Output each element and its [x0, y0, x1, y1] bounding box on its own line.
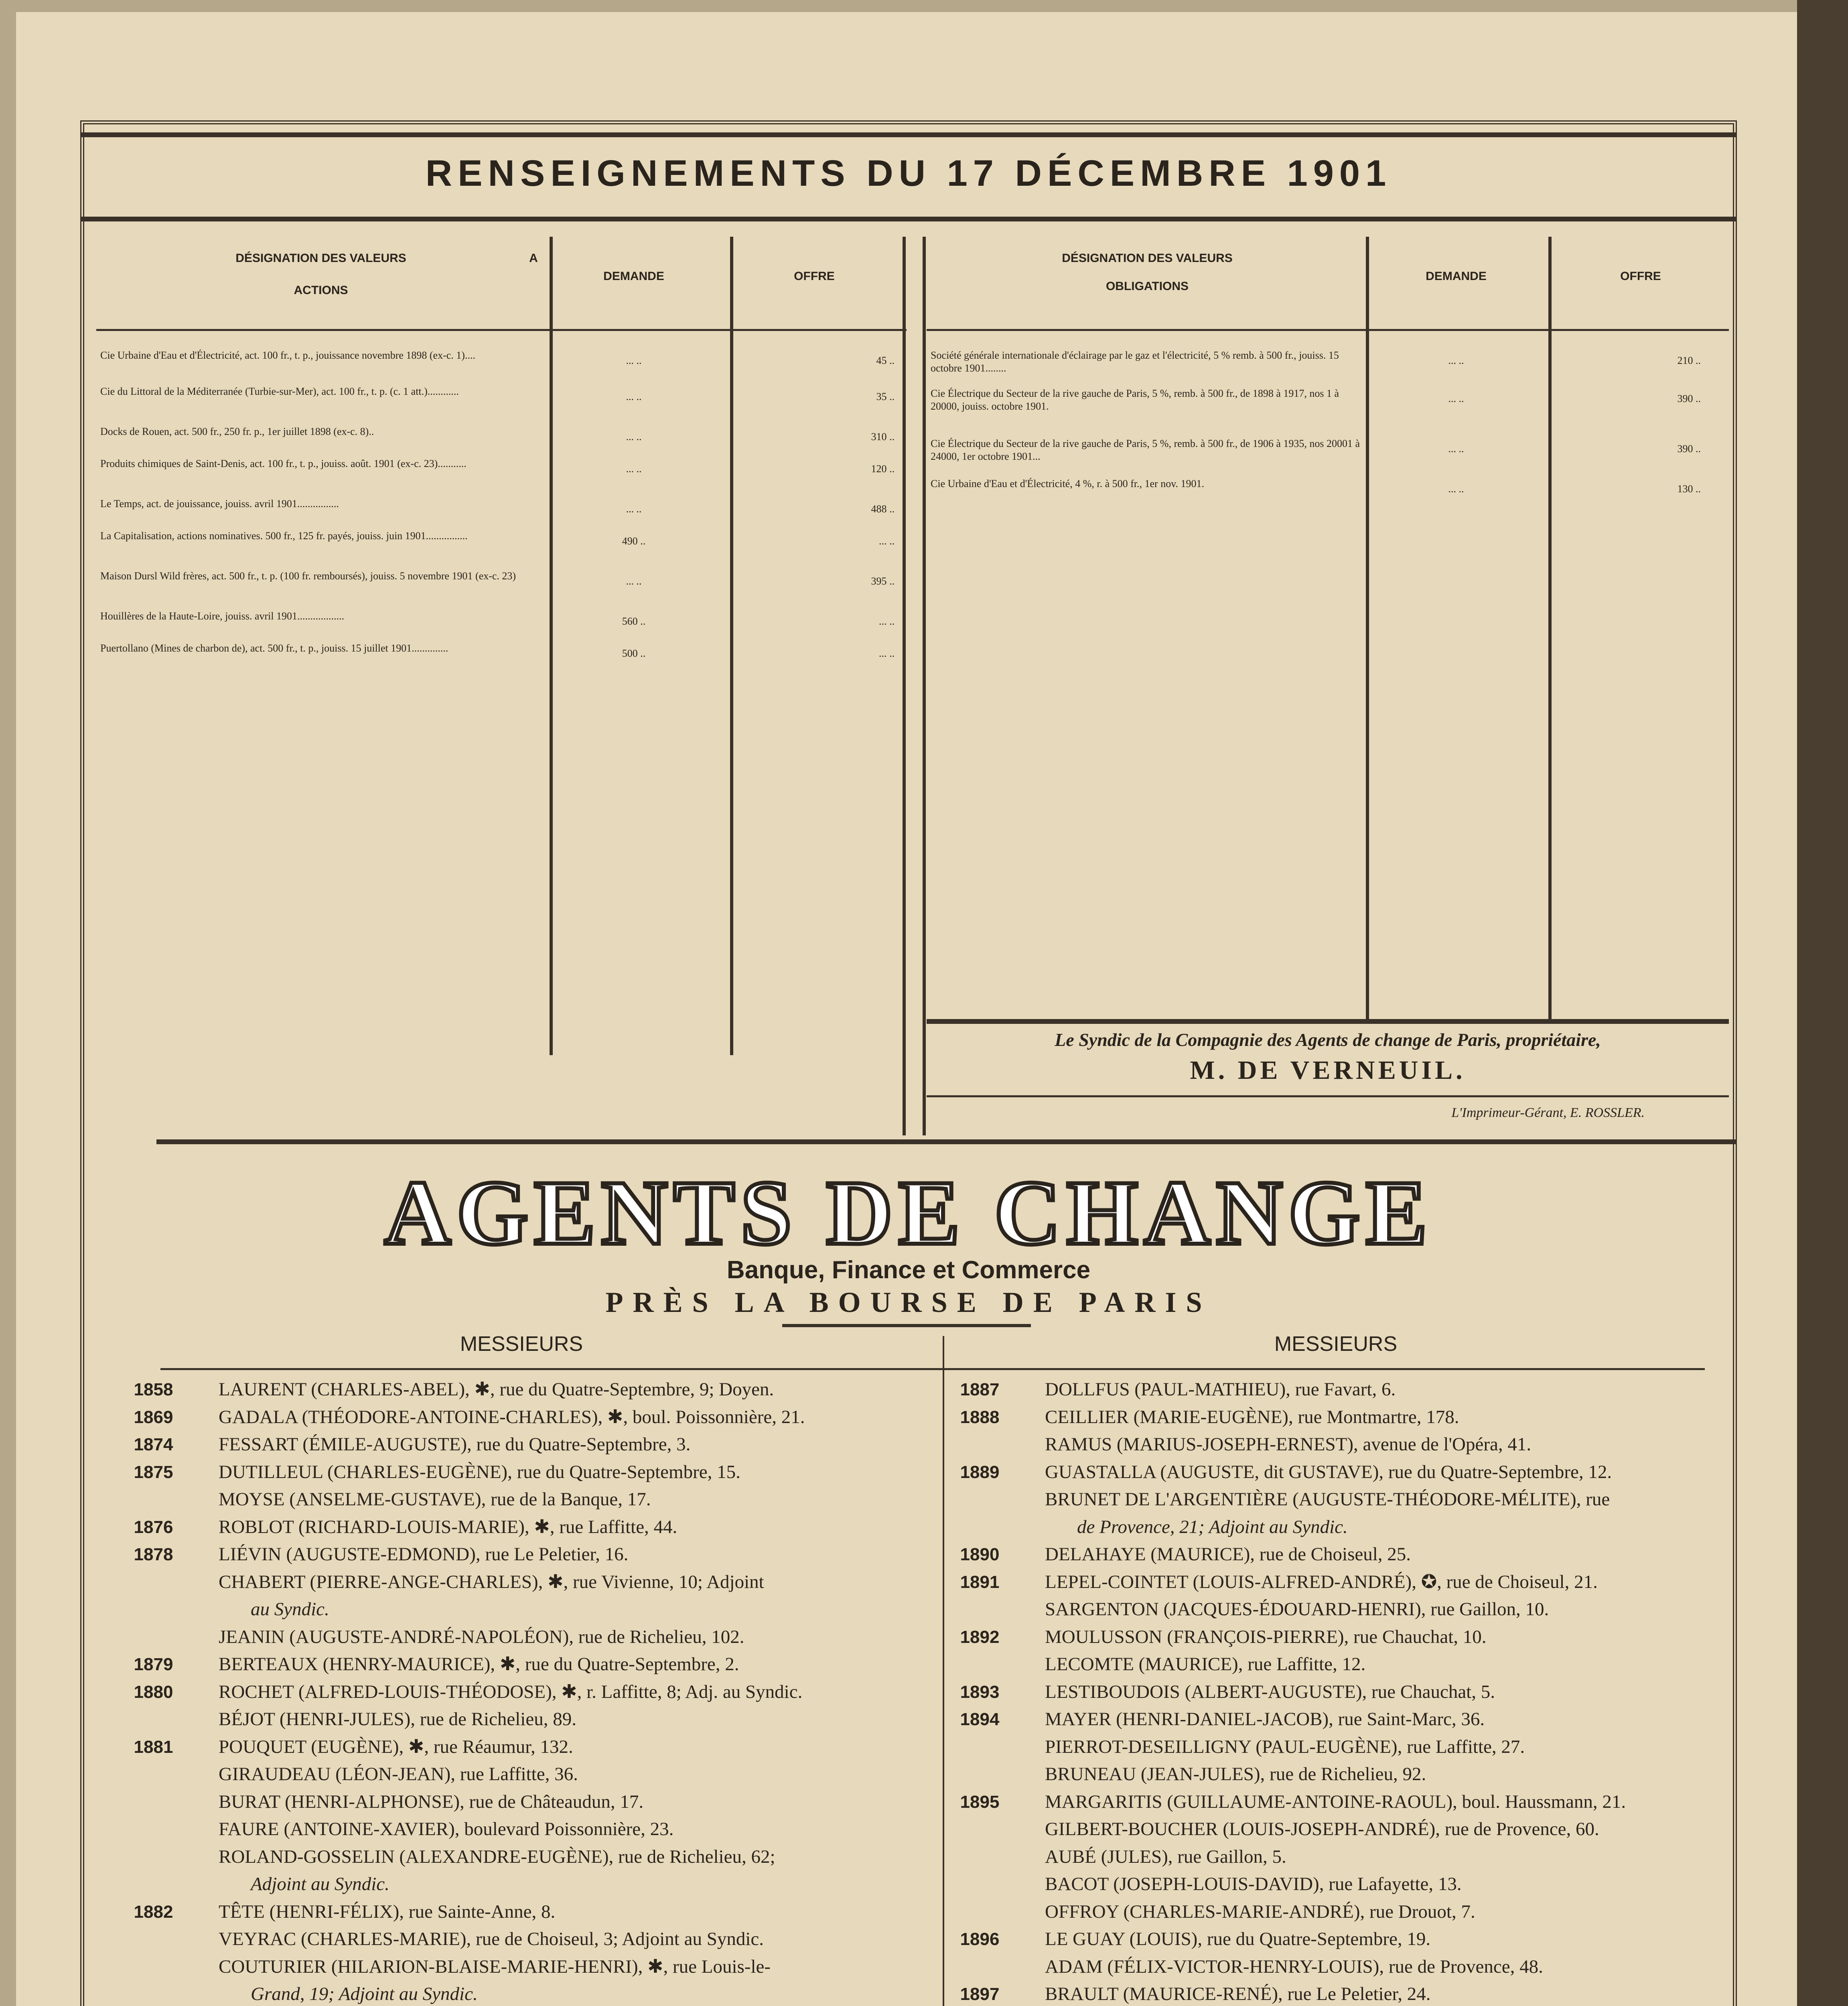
actions-row-demande: 490 ..	[622, 535, 646, 547]
oblig-col-rule-1	[1366, 237, 1369, 1019]
agent-year: 1897	[960, 1984, 1000, 2004]
ornament-rule	[782, 1324, 1031, 1327]
agent-entry: BRUNEAU (JEAN-JULES), rue de Richelieu, 92.	[1045, 1764, 1426, 1785]
agent-year: 1875	[134, 1462, 173, 1482]
actions-head-desc: DÉSIGNATION DES VALEURS	[235, 252, 406, 265]
actions-row-demande: ... ..	[626, 431, 642, 443]
actions-row-desc: La Capitalisation, actions nominatives. 500 fr., 125 fr. payés, jouiss. juin 1901................	[100, 530, 468, 542]
obligations-head-sub: OBLIGATIONS	[1106, 280, 1189, 293]
actions-row-offre: 488 ..	[871, 503, 895, 515]
agent-year: 1881	[134, 1737, 173, 1757]
obligations-row-demande: ... ..	[1448, 393, 1464, 404]
actions-row-desc: Cie du Littoral de la Méditerranée (Turbie-sur-Mer), act. 100 fr., t. p. (c. 1 att.)............	[100, 386, 459, 397]
agent-entry: LESTIBOUDOIS (ALBERT-AUGUSTE), rue Chauchat, 5.	[1045, 1681, 1495, 1702]
agent-year: 1894	[960, 1710, 1000, 1729]
agent-entry: LEPEL-COINTET (LOUIS-ALFRED-ANDRÉ), ✪, rue de Choiseul, 21.	[1045, 1571, 1598, 1592]
actions-row-offre: 310 ..	[871, 431, 895, 443]
actions-head-letter: A	[529, 252, 538, 265]
agents-subtitle-2: PRÈS LA BOURSE DE PARIS	[605, 1286, 1212, 1318]
syndic-rule	[927, 1019, 1729, 1024]
actions-row-desc: Houillères de la Haute-Loire, jouiss. avril 1901..................	[100, 610, 344, 622]
agent-entry: FAURE (ANTOINE-XAVIER), boulevard Poissonnière, 23.	[219, 1819, 674, 1840]
agent-year: 1874	[134, 1435, 173, 1454]
agents-list-right	[947, 1376, 1733, 2006]
actions-row-desc: Cie Urbaine d'Eau et d'Électricité, act. 100 fr., t. p., jouissance novembre 1898 (ex-c. 1)....	[100, 349, 475, 361]
agent-year: 1890	[960, 1545, 1000, 1564]
agent-entry: BRAULT (MAURICE-RENÉ), rue Le Peletier, 24.	[1045, 1984, 1431, 2004]
actions-col-rule-1	[550, 237, 553, 1055]
agent-year: 1896	[960, 1929, 1000, 1949]
actions-row-demande: ... ..	[626, 575, 642, 587]
actions-row-offre: 35 ..	[876, 391, 895, 402]
agent-entry: BERTEAUX (HENRY-MAURICE), ✱, rue du Quatre-Septembre, 2.	[219, 1654, 739, 1675]
agent-entry: FESSART (ÉMILE-AUGUSTE), rue du Quatre-Septembre, 3.	[219, 1434, 691, 1455]
actions-row-demande: ... ..	[626, 463, 642, 475]
agent-year: 1879	[134, 1655, 173, 1674]
actions-col-rule-2	[730, 237, 733, 1055]
actions-head-demande: DEMANDE	[603, 270, 664, 283]
obligations-head-rule	[927, 329, 1729, 331]
agent-entry: MOULUSSON (FRANÇOIS-PIERRE), rue Chauchat, 10.	[1045, 1626, 1487, 1647]
top-rule	[80, 132, 1737, 137]
agent-entry: DOLLFUS (PAUL-MATHIEU), rue Favart, 6.	[1045, 1379, 1396, 1400]
agent-year: 1858	[134, 1380, 173, 1399]
agent-entry: Adjoint au Syndic.	[251, 1874, 389, 1894]
messieurs-left: MESSIEURS	[460, 1332, 583, 1356]
agent-entry: DUTILLEUL (CHARLES-EUGÈNE), rue du Quatre-Septembre, 15.	[219, 1461, 740, 1482]
agent-entry: CHABERT (PIERRE-ANGE-CHARLES), ✱, rue Vivienne, 10; Adjoint	[219, 1571, 764, 1592]
syndic-line: Le Syndic de la Compagnie des Agents de change de Paris, propriétaire,	[1055, 1029, 1601, 1050]
agent-entry: BRUNET DE L'ARGENTIÈRE (AUGUSTE-THÉODORE-MÉLITE), rue	[1045, 1489, 1610, 1510]
agent-year: 1891	[960, 1572, 1000, 1592]
oblig-col-rule-2	[1548, 237, 1552, 1019]
agent-entry: PIERROT-DESEILLIGNY (PAUL-EUGÈNE), rue Laffitte, 27.	[1045, 1736, 1525, 1757]
actions-row-desc: Docks de Rouen, act. 500 fr., 250 fr. p., 1er juillet 1898 (ex-c. 8)..	[100, 426, 374, 437]
obligations-row-desc: Cie Électrique du Secteur de la rive gauche de Paris, 5 %, remb. à 500 fr., de 1906 à 1935, nos 20001 à 24000, 1er octobre 1901...	[931, 438, 1360, 462]
agent-entry: LE GUAY (LOUIS), rue du Quatre-Septembre, 19.	[1045, 1929, 1431, 1949]
agent-entry: MAYER (HENRI-DANIEL-JACOB), rue Saint-Marc, 36.	[1045, 1709, 1485, 1730]
agent-year: 1876	[134, 1517, 173, 1537]
actions-row-offre: 45 ..	[876, 355, 895, 366]
obligations-row-offre: 130 ..	[1677, 483, 1701, 495]
agent-entry: LAURENT (CHARLES-ABEL), ✱, rue du Quatre-Septembre, 9; Doyen.	[219, 1379, 774, 1400]
obligations-row-offre: 390 ..	[1677, 393, 1701, 404]
actions-row-desc: Maison Dursl Wild frères, act. 500 fr., t. p. (100 fr. remboursés), jouiss. 5 novembre 1901 (ex-c. 23)	[100, 570, 516, 582]
agent-year: 1889	[960, 1462, 1000, 1482]
obligations-row-demande: ... ..	[1448, 483, 1464, 495]
obligations-row-desc: Cie Urbaine d'Eau et d'Électricité, 4 %, r. à 500 fr., 1er nov. 1901.	[931, 478, 1205, 489]
obligations-head-desc: DÉSIGNATION DES VALEURS	[1062, 252, 1233, 265]
list-mid-rule	[943, 1336, 944, 2006]
agent-entry: RAMUS (MARIUS-JOSEPH-ERNEST), avenue de l'Opéra, 41.	[1045, 1434, 1532, 1455]
actions-row-demande: ... ..	[626, 355, 642, 366]
agent-entry: COUTURIER (HILARION-BLAISE-MARIE-HENRI), ✱, rue Louis-le-	[219, 1956, 771, 1977]
agent-entry: de Provence, 21; Adjoint au Syndic.	[1077, 1516, 1348, 1537]
section-rule	[156, 1139, 1737, 1144]
agent-entry: ADAM (FÉLIX-VICTOR-HENRY-LOUIS), rue de Provence, 48.	[1045, 1956, 1543, 1977]
agents-list-left	[120, 1376, 939, 2006]
messieurs-right: MESSIEURS	[1274, 1332, 1398, 1356]
page-title: RENSEIGNEMENTS DU 17 DÉCEMBRE 1901	[425, 153, 1392, 194]
agent-year: 1880	[134, 1682, 173, 1702]
obligations-row-offre: 210 ..	[1677, 355, 1701, 366]
agent-entry: DELAHAYE (MAURICE), rue de Choiseul, 25.	[1045, 1544, 1411, 1565]
agent-entry: au Syndic.	[251, 1599, 329, 1620]
actions-row-desc: Puertollano (Mines de charbon de), act. 500 fr., t. p., jouiss. 15 juillet 1901..............	[100, 642, 448, 654]
agent-entry: AUBÉ (JULES), rue Gaillon, 5.	[1045, 1846, 1286, 1867]
obligations-head-offre: OFFRE	[1620, 270, 1661, 283]
actions-row-demande: ... ..	[626, 391, 642, 402]
agent-entry: OFFROY (CHARLES-MARIE-ANDRÉ), rue Drouot, 7.	[1045, 1901, 1475, 1922]
actions-head-rule	[96, 329, 907, 331]
agents-title: AGENTS DE CHANGE	[384, 1161, 1433, 1264]
actions-row-desc: Le Temps, act. de jouissance, jouiss. avril 1901................	[100, 498, 339, 510]
agent-entry: MARGARITIS (GUILLAUME-ANTOINE-RAOUL), boul. Haussmann, 21.	[1045, 1791, 1626, 1812]
agent-year: 1895	[960, 1792, 1000, 1812]
printer-line: L'Imprimeur-Gérant, E. ROSSLER.	[1451, 1105, 1645, 1120]
title-rule	[80, 217, 1737, 221]
agent-entry: BÉJOT (HENRI-JULES), rue de Richelieu, 89.	[219, 1709, 576, 1730]
agent-year: 1887	[960, 1380, 1000, 1399]
actions-row-demande: 560 ..	[622, 615, 646, 627]
obligations-row-demande: ... ..	[1448, 443, 1464, 455]
actions-row-demande: ... ..	[626, 503, 642, 515]
agent-entry: BURAT (HENRI-ALPHONSE), rue de Châteaudun, 17.	[219, 1791, 644, 1812]
center-rule	[903, 237, 906, 1135]
actions-row-demande: 500 ..	[622, 648, 646, 659]
agent-entry: GUASTALLA (AUGUSTE, dit GUSTAVE), rue du Quatre-Septembre, 12.	[1045, 1461, 1612, 1482]
agent-year: 1869	[134, 1407, 173, 1427]
list-top-rule	[160, 1368, 1705, 1370]
agents-subtitle: Banque, Finance et Commerce	[726, 1256, 1091, 1284]
agent-entry: GIRAUDEAU (LÉON-JEAN), rue Laffitte, 36.	[219, 1764, 578, 1785]
agent-year: 1888	[960, 1407, 1000, 1427]
actions-head-sub: ACTIONS	[294, 284, 348, 297]
agent-year: 1893	[960, 1682, 1000, 1702]
actions-row-offre: ... ..	[879, 535, 895, 547]
actions-row-offre: 120 ..	[871, 463, 895, 475]
agent-entry: VEYRAC (CHARLES-MARIE), rue de Choiseul, 3; Adjoint au Syndic.	[219, 1929, 764, 1949]
agent-entry: POUQUET (EUGÈNE), ✱, rue Réaumur, 132.	[219, 1736, 573, 1757]
agent-entry: ROCHET (ALFRED-LOUIS-THÉODOSE), ✱, r. Laffitte, 8; Adj. au Syndic.	[219, 1681, 803, 1702]
agent-entry: GADALA (THÉODORE-ANTOINE-CHARLES), ✱, boul. Poissonnière, 21.	[219, 1406, 805, 1427]
agent-entry: LECOMTE (MAURICE), rue Laffitte, 12.	[1045, 1654, 1366, 1675]
agent-entry: BACOT (JOSEPH-LOUIS-DAVID), rue Lafayette, 13.	[1045, 1874, 1462, 1894]
syndic-name: M. DE VERNEUIL.	[1190, 1056, 1466, 1085]
agent-entry: ROBLOT (RICHARD-LOUIS-MARIE), ✱, rue Laffitte, 44.	[219, 1516, 678, 1537]
obligations-row-offre: 390 ..	[1677, 443, 1701, 455]
agent-entry: LIÉVIN (AUGUSTE-EDMOND), rue Le Peletier, 16.	[219, 1544, 629, 1565]
agent-entry: Grand, 19; Adjoint au Syndic.	[251, 1984, 478, 2004]
agent-entry: ROLAND-GOSSELIN (ALEXANDRE-EUGÈNE), rue de Richelieu, 62;	[219, 1846, 775, 1867]
actions-head-offre: OFFRE	[794, 270, 835, 283]
agent-year: 1878	[134, 1545, 173, 1564]
actions-row-offre: ... ..	[879, 648, 895, 659]
agent-year: 1892	[960, 1627, 1000, 1647]
binding-spine	[1797, 0, 1848, 2006]
obligations-row-desc: Société générale internationale d'éclairage par le gaz et l'électricité, 5 % remb. à 500 fr., jouiss. 15 octobre 1901........	[931, 349, 1339, 374]
actions-row-desc: Produits chimiques de Saint-Denis, act. 100 fr., t. p., jouiss. août. 1901 (ex-c. 23)...........	[100, 458, 467, 469]
agent-year: 1882	[134, 1902, 173, 1922]
agent-entry: TÊTE (HENRI-FÉLIX), rue Sainte-Anne, 8.	[219, 1901, 556, 1922]
actions-row-offre: ... ..	[879, 615, 895, 627]
obligations-head-demande: DEMANDE	[1426, 270, 1487, 283]
agent-entry: CEILLIER (MARIE-EUGÈNE), rue Montmartre, 178.	[1045, 1406, 1459, 1427]
obligations-row-demande: ... ..	[1448, 355, 1464, 366]
agent-entry: JEANIN (AUGUSTE-ANDRÉ-NAPOLÉON), rue de Richelieu, 102.	[219, 1626, 744, 1647]
agent-entry: MOYSE (ANSELME-GUSTAVE), rue de la Banque, 17.	[219, 1489, 651, 1510]
obligations-row-desc: Cie Électrique du Secteur de la rive gauche de Paris, 5 %, remb. à 500 fr., de 1898 à 1917, nos 1 à 20000, jouiss. octobre 1901.	[931, 388, 1339, 412]
actions-row-offre: 395 ..	[871, 575, 895, 587]
syndic-rule-2	[927, 1095, 1729, 1097]
agent-entry: SARGENTON (JACQUES-ÉDOUARD-HENRI), rue Gaillon, 10.	[1045, 1599, 1549, 1620]
center-rule-2	[923, 237, 926, 1135]
agent-entry: GILBERT-BOUCHER (LOUIS-JOSEPH-ANDRÉ), rue de Provence, 60.	[1045, 1819, 1599, 1840]
